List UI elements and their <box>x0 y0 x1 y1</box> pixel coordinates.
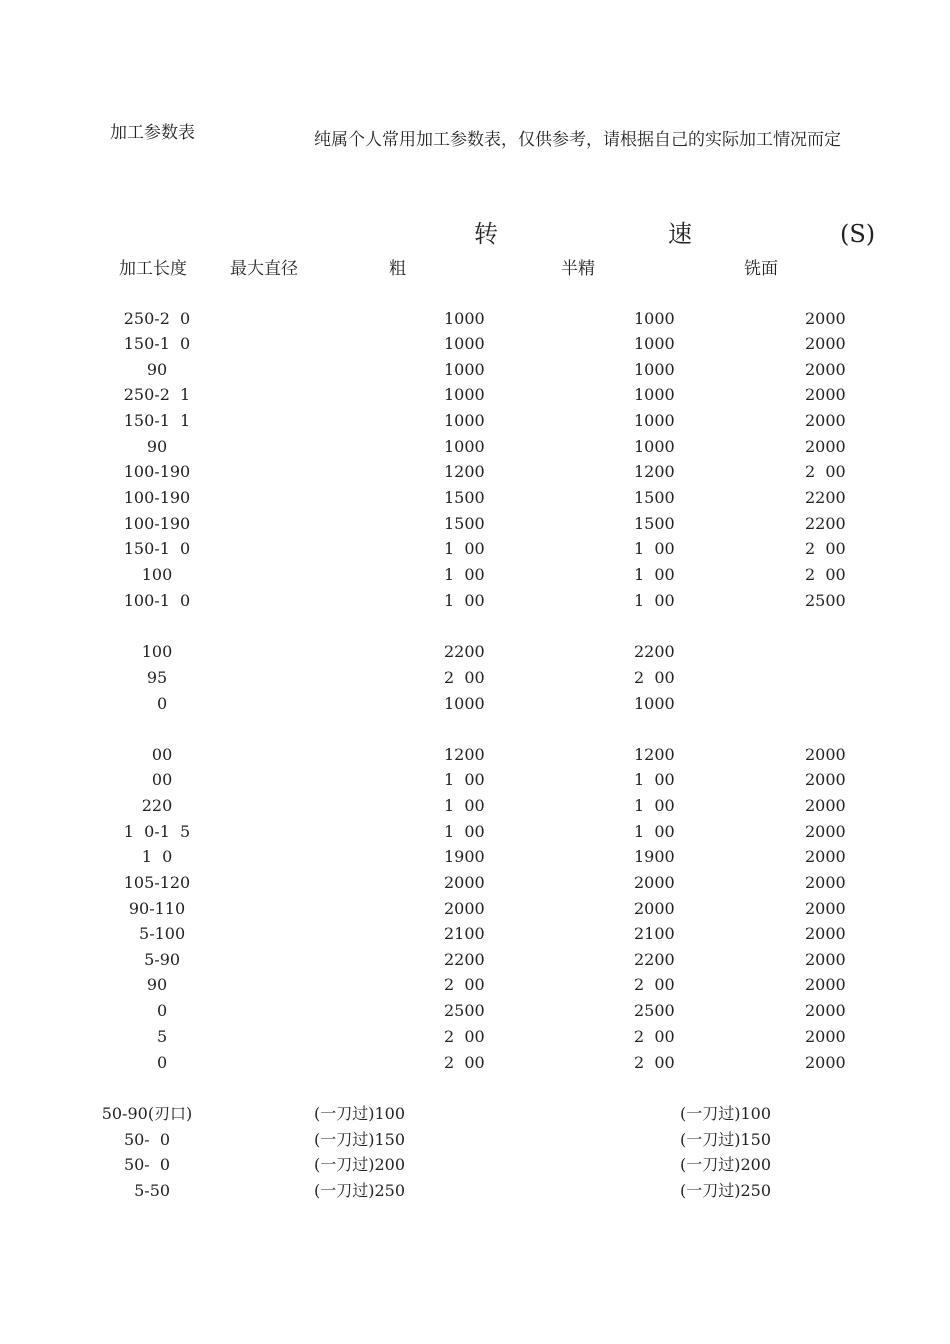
column-header-rough: 粗 <box>389 259 406 279</box>
row-semi-finish-speed: 2 00 <box>634 668 675 687</box>
column-header-max-diameter: 最大直径 <box>230 259 298 279</box>
row-length: 90 <box>146 360 168 379</box>
row-rough-speed: 1500 <box>444 488 485 507</box>
row-rough-speed: 1 00 <box>444 565 485 584</box>
row-face-milling-speed: 2000 <box>805 873 846 892</box>
speed-header-unit: (S) <box>840 220 876 248</box>
disclaimer-note: 纯属个人常用加工参数表，仅供参考，请根据自己的实际加工情况而定 <box>314 130 841 150</box>
column-header-face-milling: 铣面 <box>744 259 778 279</box>
row-length: 90 <box>146 437 168 456</box>
row-face-milling-speed: 2000 <box>805 975 846 994</box>
row-rough-speed: 2000 <box>444 899 485 918</box>
row-rough-speed: 2500 <box>444 1001 485 1020</box>
row-length: 100-190 <box>123 514 191 533</box>
blade-row-value-b: (一刀过)200 <box>680 1155 772 1174</box>
row-semi-finish-speed: 1 00 <box>634 822 675 841</box>
row-rough-speed: 1000 <box>444 360 485 379</box>
row-rough-speed: 1200 <box>444 745 485 764</box>
row-length: 5-90 <box>133 950 181 969</box>
row-rough-speed: 2200 <box>444 642 485 661</box>
column-header-length: 加工长度 <box>119 259 187 279</box>
row-length: 0 <box>146 1001 168 1020</box>
row-length: 00 <box>141 770 173 789</box>
row-semi-finish-speed: 1000 <box>634 437 675 456</box>
row-length: 90 <box>146 975 168 994</box>
row-rough-speed: 2 00 <box>444 1027 485 1046</box>
row-face-milling-speed: 2000 <box>805 1027 846 1046</box>
row-length: 100-1 0 <box>123 591 191 610</box>
row-semi-finish-speed: 1500 <box>634 488 675 507</box>
row-face-milling-speed: 2500 <box>805 591 846 610</box>
row-face-milling-speed: 2000 <box>805 1053 846 1072</box>
blade-row-length: 5-50 <box>123 1181 171 1200</box>
row-face-milling-speed: 2000 <box>805 385 846 404</box>
row-semi-finish-speed: 2200 <box>634 642 675 661</box>
row-semi-finish-speed: 2500 <box>634 1001 675 1020</box>
row-face-milling-speed: 2000 <box>805 309 846 328</box>
row-semi-finish-speed: 2000 <box>634 873 675 892</box>
row-face-milling-speed: 2000 <box>805 770 846 789</box>
row-face-milling-speed: 2000 <box>805 437 846 456</box>
row-length: 95 <box>146 668 168 687</box>
row-length: 5 <box>146 1027 168 1046</box>
row-face-milling-speed: 2000 <box>805 796 846 815</box>
row-face-milling-speed: 2200 <box>805 514 846 533</box>
row-length: 150-1 0 <box>123 539 191 558</box>
column-header-semi-finish: 半精 <box>561 259 595 279</box>
row-semi-finish-speed: 2 00 <box>634 1027 675 1046</box>
row-semi-finish-speed: 1200 <box>634 462 675 481</box>
row-semi-finish-speed: 1000 <box>634 360 675 379</box>
row-length: 1 0-1 5 <box>123 822 191 841</box>
row-length: 250-2 0 <box>123 309 191 328</box>
row-rough-speed: 1 00 <box>444 770 485 789</box>
row-face-milling-speed: 2 00 <box>805 462 846 481</box>
row-rough-speed: 2 00 <box>444 975 485 994</box>
row-length: 0 <box>146 1053 168 1072</box>
row-face-milling-speed: 2 00 <box>805 539 846 558</box>
row-face-milling-speed: 2000 <box>805 950 846 969</box>
row-semi-finish-speed: 2 00 <box>634 1053 675 1072</box>
row-rough-speed: 1 00 <box>444 539 485 558</box>
row-length: 00 <box>141 745 173 764</box>
row-rough-speed: 1900 <box>444 847 485 866</box>
row-length: 1 0 <box>141 847 173 866</box>
row-length: 220 <box>141 796 173 815</box>
row-semi-finish-speed: 1000 <box>634 694 675 713</box>
row-semi-finish-speed: 1000 <box>634 411 675 430</box>
row-semi-finish-speed: 1 00 <box>634 539 675 558</box>
row-semi-finish-speed: 2 00 <box>634 975 675 994</box>
row-semi-finish-speed: 1000 <box>634 385 675 404</box>
row-rough-speed: 1000 <box>444 334 485 353</box>
row-rough-speed: 1000 <box>444 437 485 456</box>
blade-row-length: 50-90(刃口) <box>101 1104 193 1123</box>
row-rough-speed: 1000 <box>444 385 485 404</box>
row-length: 0 <box>146 694 168 713</box>
row-length: 100 <box>141 565 173 584</box>
row-rough-speed: 1 00 <box>444 822 485 841</box>
row-face-milling-speed: 2200 <box>805 488 846 507</box>
blade-row-value-a: (一刀过)100 <box>314 1104 406 1123</box>
row-length: 100-190 <box>123 488 191 507</box>
row-semi-finish-speed: 1900 <box>634 847 675 866</box>
row-semi-finish-speed: 1500 <box>634 514 675 533</box>
row-length: 150-1 0 <box>123 334 191 353</box>
row-semi-finish-speed: 2100 <box>634 924 675 943</box>
row-face-milling-speed: 2000 <box>805 334 846 353</box>
row-length: 5-100 <box>128 924 186 943</box>
row-rough-speed: 1500 <box>444 514 485 533</box>
row-face-milling-speed: 2000 <box>805 1001 846 1020</box>
row-rough-speed: 2100 <box>444 924 485 943</box>
row-rough-speed: 1200 <box>444 462 485 481</box>
blade-row-length: 50- 0 <box>123 1155 171 1174</box>
row-semi-finish-speed: 1200 <box>634 745 675 764</box>
blade-row-value-a: (一刀过)150 <box>314 1130 406 1149</box>
blade-row-value-b: (一刀过)250 <box>680 1181 772 1200</box>
row-face-milling-speed: 2000 <box>805 847 846 866</box>
row-face-milling-speed: 2000 <box>805 822 846 841</box>
blade-row-value-b: (一刀过)150 <box>680 1130 772 1149</box>
row-face-milling-speed: 2000 <box>805 924 846 943</box>
row-length: 90-110 <box>128 899 186 918</box>
blade-row-value-b: (一刀过)100 <box>680 1104 772 1123</box>
row-rough-speed: 2200 <box>444 950 485 969</box>
row-rough-speed: 2 00 <box>444 1053 485 1072</box>
row-semi-finish-speed: 2000 <box>634 899 675 918</box>
row-length: 100-190 <box>123 462 191 481</box>
row-rough-speed: 1000 <box>444 694 485 713</box>
speed-header-char-2: 速 <box>668 220 692 248</box>
row-semi-finish-speed: 1 00 <box>634 591 675 610</box>
row-face-milling-speed: 2 00 <box>805 565 846 584</box>
row-rough-speed: 1000 <box>444 411 485 430</box>
row-semi-finish-speed: 2200 <box>634 950 675 969</box>
row-semi-finish-speed: 1 00 <box>634 796 675 815</box>
blade-row-value-a: (一刀过)250 <box>314 1181 406 1200</box>
row-rough-speed: 1 00 <box>444 591 485 610</box>
row-face-milling-speed: 2000 <box>805 411 846 430</box>
row-semi-finish-speed: 1 00 <box>634 565 675 584</box>
row-length: 150-1 1 <box>123 411 191 430</box>
row-rough-speed: 1000 <box>444 309 485 328</box>
row-length: 105-120 <box>123 873 191 892</box>
speed-header-char-1: 转 <box>474 220 498 248</box>
blade-row-value-a: (一刀过)200 <box>314 1155 406 1174</box>
blade-row-length: 50- 0 <box>123 1130 171 1149</box>
row-semi-finish-speed: 1000 <box>634 309 675 328</box>
row-face-milling-speed: 2000 <box>805 745 846 764</box>
row-face-milling-speed: 2000 <box>805 360 846 379</box>
row-semi-finish-speed: 1000 <box>634 334 675 353</box>
row-rough-speed: 2 00 <box>444 668 485 687</box>
row-semi-finish-speed: 1 00 <box>634 770 675 789</box>
row-rough-speed: 2000 <box>444 873 485 892</box>
page-title: 加工参数表 <box>110 123 195 143</box>
row-rough-speed: 1 00 <box>444 796 485 815</box>
row-length: 100 <box>141 642 173 661</box>
row-length: 250-2 1 <box>123 385 191 404</box>
row-face-milling-speed: 2000 <box>805 899 846 918</box>
